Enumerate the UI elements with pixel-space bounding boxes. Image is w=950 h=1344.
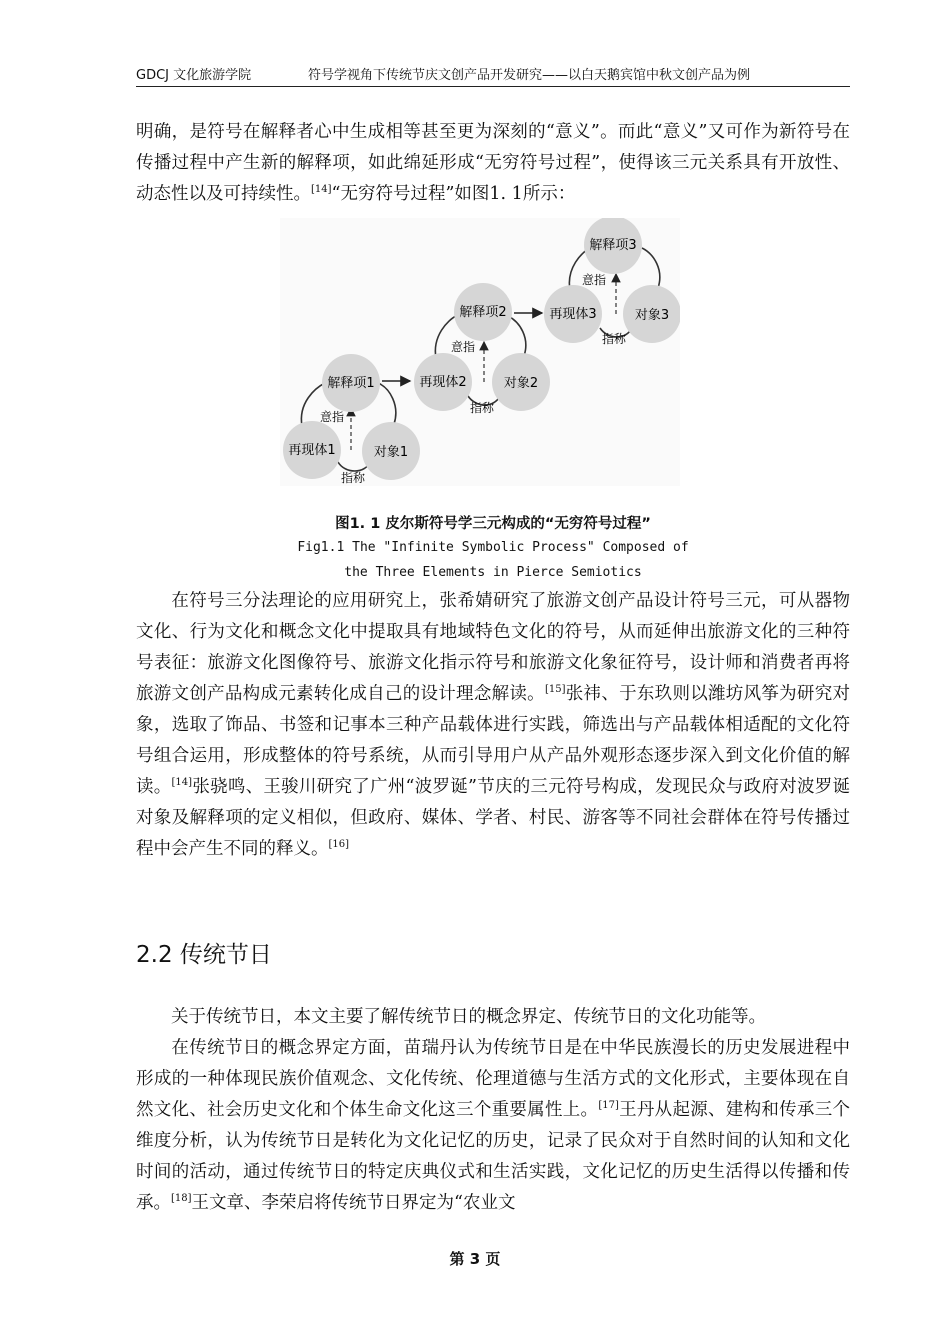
representamen-label-2: 再现体2 xyxy=(419,375,467,390)
paragraph-intro xyxy=(136,1002,850,1033)
citation: [15] xyxy=(544,684,566,695)
figure-caption-cn: 图1. 1 皮尔斯符号学三元构成的“无穷符号过程” xyxy=(335,516,651,532)
object-label-1: 对象1 xyxy=(373,445,409,460)
page-number: 第 3 页 xyxy=(449,1250,501,1268)
page-header xyxy=(136,66,850,87)
citation: [17] xyxy=(598,1100,619,1111)
diagram-svg xyxy=(280,218,680,486)
paragraph-semiosis xyxy=(136,117,850,210)
stage-3 xyxy=(544,218,680,346)
meaning-label-1: 意指 xyxy=(319,410,345,424)
figure-caption-en-line2: the Three Elements in Pierce Semiotics xyxy=(344,565,642,580)
citation: [18] xyxy=(171,1193,192,1204)
para1-tail: “无穷符号过程”如图1. 1所示： xyxy=(331,184,576,204)
para4-text-1: 在传统节日的概念界定方面，苗瑞丹认为传统节日是在中华民族漫长的历史发展进程中形成的一种体现民族价值观念、文化传统、伦理道德与生活方式的文化形式，主要体现在自然文化、社会历史文化和个体生命文化这三个重要属性上。 xyxy=(136,1038,850,1120)
arc-right-3 xyxy=(642,248,660,288)
citation: [16] xyxy=(328,839,350,850)
para1-text: 明确，是符号在解释者心中生成相等甚至更为深刻的“意义”。而此“意义”又可作为新符号在传播过程中产生新的解释项，如此绵延形成“无穷符号过程”，使得该三元关系具有开放性、动态性以及可持续性。 xyxy=(136,122,850,204)
paragraph-application xyxy=(136,586,850,865)
para2-text-2: 张祎、于东玖则以潍坊风筝为研究对象，选取了饰品、书签和记事本三种产品载体进行实践，筛选出与产品载体相适配的文化符号组合运用，形成整体的符号系统，从而引导用户从产品外观形态逐步深入到文化价值的解读。 xyxy=(136,684,850,797)
para2-text-3: 张骁鸣、王骏川研究了广州“波罗诞”节庆的三元符号构成，发现民众与政府对波罗诞对象及解释项的定义相似，但政府、媒体、学者、村民、游客等不同社会群体在符号传播过程中会产生不同的释义。 xyxy=(136,777,851,859)
meaning-label-2: 意指 xyxy=(450,340,476,354)
reference-label-2: 指称 xyxy=(469,401,495,415)
paragraph-definition xyxy=(136,1033,850,1219)
citation: [14] xyxy=(311,184,332,195)
interpretant-label-2: 解释项2 xyxy=(459,305,507,320)
section-heading: 2.2 传统节日 xyxy=(136,942,272,968)
arc-right-2 xyxy=(508,316,526,356)
object-label-2: 对象2 xyxy=(503,376,539,391)
object-label-3: 对象3 xyxy=(634,308,670,323)
figure-caption-en-line1: Fig1.1 The "Infinite Symbolic Process" Composed of xyxy=(297,540,689,555)
header-title: 符号学视角下传统节庆文创产品开发研究——以白天鹅宾馆中秋文创产品为例 xyxy=(308,68,751,83)
para4-text-3: 王文章、李荣启将传统节日界定为“农业文 xyxy=(191,1193,516,1213)
para2-text-1: 在符号三分法理论的应用研究上，张希婧研究了旅游文创产品设计符号三元，可从器物文化、行为文化和概念文化中提取具有地域特色文化的符号，从而延伸出旅游文化的三种符号表征：旅游文化图像符号、旅游文化指示符号和旅游文化象征符号，设计师和消费者再将旅游文创产品构成元素转化成自己的设计理念解读。 xyxy=(136,591,850,704)
infinite-semiosis-diagram xyxy=(280,218,680,486)
header-institution: GDCJ 文化旅游学院 xyxy=(136,68,252,83)
reference-label-3: 指称 xyxy=(601,332,627,346)
interpretant-label-1: 解释项1 xyxy=(327,376,375,391)
arc-right-1 xyxy=(378,383,396,424)
meaning-label-3: 意指 xyxy=(581,273,607,287)
representamen-label-1: 再现体1 xyxy=(288,443,336,458)
citation: [14] xyxy=(171,777,193,788)
stage-1 xyxy=(283,354,420,485)
stage-2 xyxy=(414,283,550,415)
reference-label-1: 指称 xyxy=(340,471,366,485)
para4-text-2: 王丹从起源、建构和传承三个维度分析，认为传统节日是转化为文化记忆的历史，记录了民众对于自然时间的认知和文化时间的活动，通过传统节日的特定庆典仪式和生活实践，文化记忆的历史生活得以传播和传承。 xyxy=(136,1100,850,1213)
representamen-label-3: 再现体3 xyxy=(549,307,597,322)
para3-text: 关于传统节日，本文主要了解传统节日的概念界定、传统节日的文化功能等。 xyxy=(171,1007,766,1027)
interpretant-label-3: 解释项3 xyxy=(589,238,637,253)
